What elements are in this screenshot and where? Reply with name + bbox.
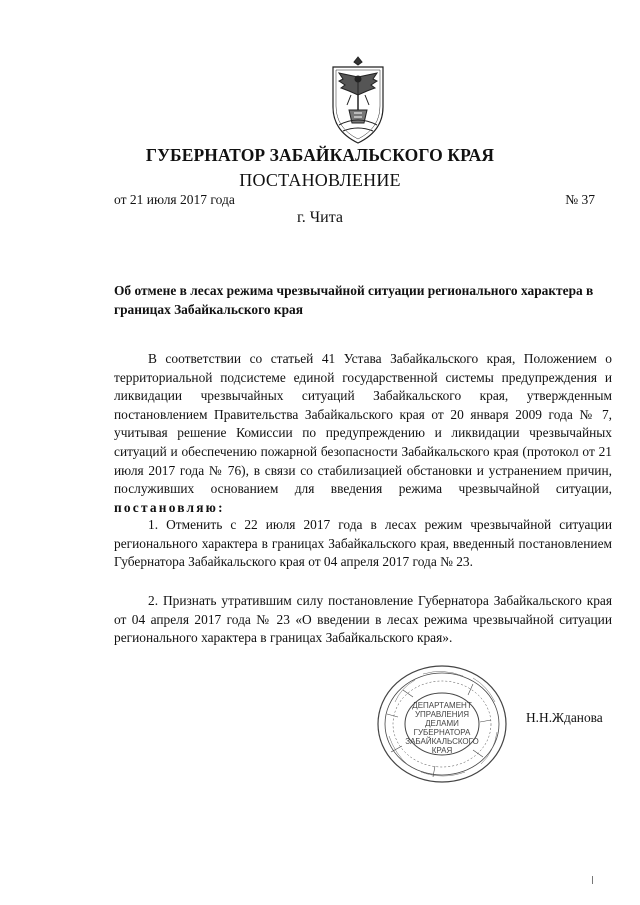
decree-keyword: постановляю:: [114, 499, 225, 515]
decree-item-1: 1. Отменить с 22 июля 2017 года в лесах режим чрезвычайной ситуации регионального характера в границах Забайкальского края, введенный постановлением Губернатора Забайкальского края от 04 апреля 2017 года № 23.: [114, 517, 612, 570]
svg-text:УПРАВЛЕНИЯ: УПРАВЛЕНИЯ: [414, 710, 470, 719]
preamble-text: В соответствии со статьей 41 Устава Забайкальского края, Положением о территориальной подсистеме единой государственной системы предупреждения и ликвидации чрезвычайных ситуаций Забайкальского края, утвержденным постановлением Правительства Забайкальского края от 20 января 2009 года № 7, учитывая решение Комиссии по предупреждению и ликвидации чрезвычайных ситуаций и обеспечению пожарной безопасности Забайкальского края (протокол от 21 июля 2017 года № 76), в связи со стабилизацией обстановки и устранением причин, послуживших основанием для введения режима чрезвычайной ситуации,: [114, 351, 612, 497]
decree-item-2: 2. Признать утратившим силу постановление Губернатора Забайкальского края от 04 апреля 2017 года № 23 «О введении в лесах режима чрезвычайной ситуации регионального характера в границах Забайкальского края».: [114, 593, 612, 646]
svg-text:ЗАБАЙКАЛЬСКОГО: ЗАБАЙКАЛЬСКОГО: [405, 737, 479, 746]
preamble-paragraph: [114, 350, 612, 517]
official-seal-icon: [373, 662, 511, 787]
svg-text:КРАЯ: КРАЯ: [431, 746, 453, 755]
document-city: г. Чита: [296, 209, 343, 226]
coat-of-arms-icon: [327, 55, 389, 147]
document-type: ПОСТАНОВЛЕНИЕ: [239, 170, 401, 190]
svg-text:ДЕПАРТАМЕНТ: ДЕПАРТАМЕНТ: [412, 701, 472, 710]
svg-text:ГУБЕРНАТОРА: ГУБЕРНАТОРА: [413, 728, 471, 737]
scan-artifact: [592, 876, 593, 884]
document-number: № 37: [565, 192, 595, 207]
issuer-title: ГУБЕРНАТОР ЗАБАЙКАЛЬСКОГО КРАЯ: [145, 145, 495, 165]
svg-text:ДЕЛАМИ: ДЕЛАМИ: [425, 719, 459, 728]
document-date: от 21 июля 2017 года: [114, 192, 235, 207]
document-subject: Об отмене в лесах режима чрезвычайной ситуации регионального характера в границах Забайкальского края: [114, 283, 594, 317]
signer-name: Н.Н.Жданова: [526, 710, 603, 725]
